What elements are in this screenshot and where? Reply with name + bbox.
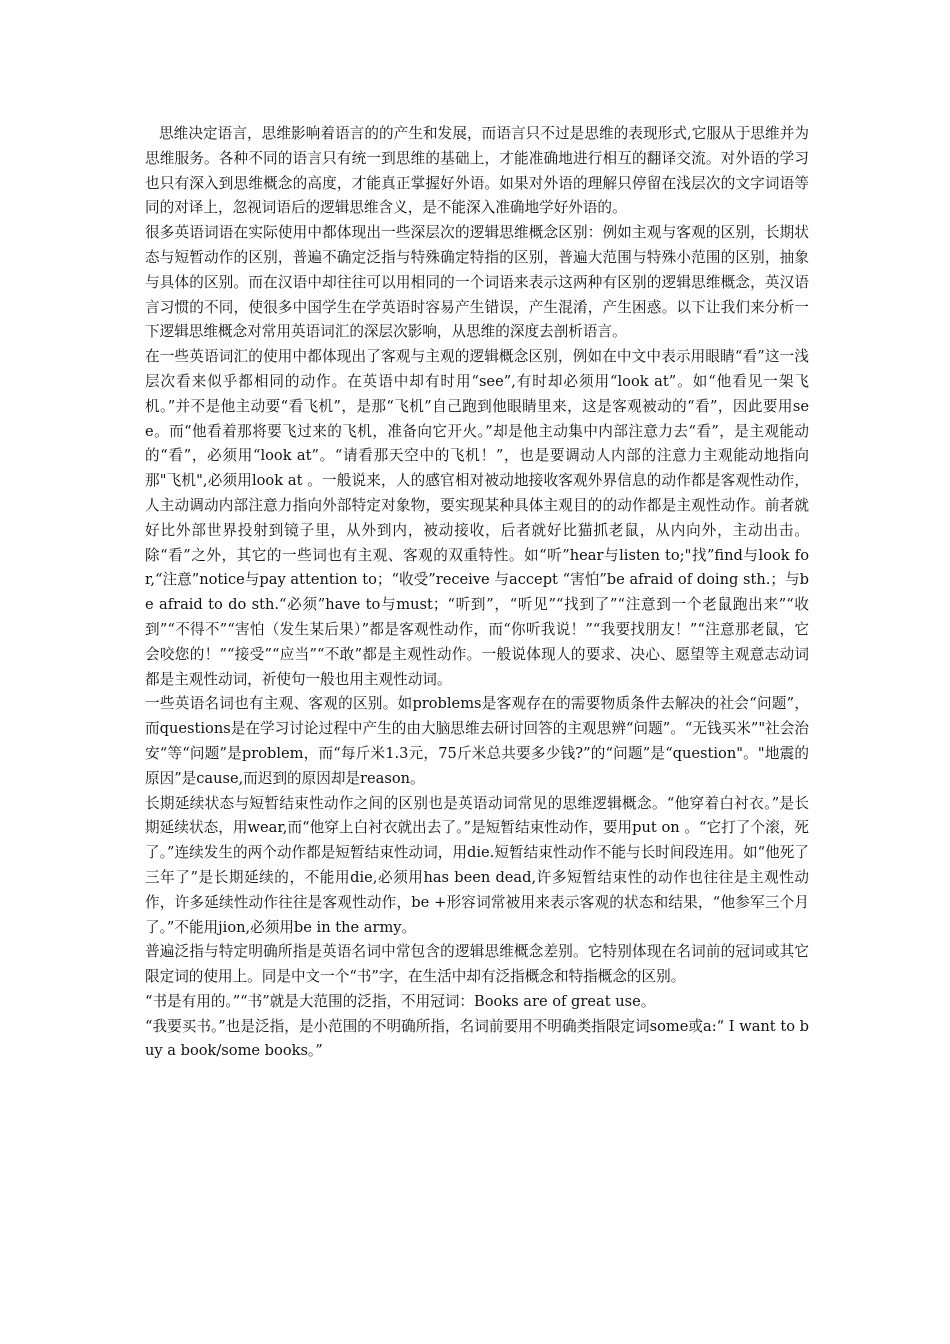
paragraph-durative-punctual: 长期延续状态与短暂结束性动作之间的区别也是英语动词常见的思维逻辑概念。“他穿着白衬衣。”是长期延续状态，用wear,而“他穿上白衬衣就出去了。”是短暂结束性动作，要用put on 。“它打了个滚，死了。”连续发生的两个动作都是短暂结束性动词，用die.短暂结束性动作不能与长时间段连用。如“他死了三年了”是长期延续的，不能用die,必须用has been dead,许多短暂结束性的动作也往往是主观性动作，许多延续性动作往往是客观性动作，be +形容词常被用来表示客观的状态和结果，“他参军三个月了。”不能用jion,必须用be in the army。 (145, 794, 809, 936)
paragraph-subjective-objective-verbs: 在一些英语词汇的使用中都体现出了客观与主观的逻辑概念区别，例如在中文中表示用眼睛“看”这一浅层次看来似乎都相同的动作。在英语中却有时用“see”,有时却必须用“look at”。如“他看见一架飞机。”并不是他主动要“看飞机”，是那“飞机”自己跑到他眼睛里来，这是客观被动的“看”，因此要用see。而“他看着那将要飞过来的飞机，准备向它开火。”却是他主动集中内部注意力去“看”，是主观能动的“看”，必须用“look at”。“请看那天空中的飞机！”，也是要调动人内部的注意力主观能动地指向那"飞机",必须用look at 。一般说来，人的感官相对被动地接收客观外界信息的动作都是客观性动作，人主动调动内部注意力指向外部特定对象物，要实现某种具体主观目的的动作都是主观性动作。前者就好比外部世界投射到镜子里，从外到内，被动接收，后者就好比猫抓老鼠，从内向外，主动出击。除“看”之外，其它的一些词也有主观、客观的双重特性。如“听”hear与listen to;"找”find与look for,“注意”notice与pay attention to；“收受”receive 与accept “害怕”be afraid of doing sth.；与be afraid to do sth.“必须”have to与must；“听到”，“听见”“找到了”“注意到一个老鼠跑出来”“收到”“不得不”“害怕（发生某后果）”都是客观性动作，而“你听我说！”“我要找朋友！”“注意那老鼠，它会咬您的！”“接受”“应当”“不敢”都是主观性动作。一般说体现人的要求、决心、愿望等主观意志动词都是主观性动词，祈使句一般也用主观性动词。 (145, 348, 809, 688)
paragraph-logic-concepts: 很多英语词语在实际使用中都体现出一些深层次的逻辑思维概念区别：例如主观与客观的区别，长期状态与短暂动作的区别，普遍不确定泛指与特殊确定特指的区别，普遍大范围与特殊小范围的区别，抽象与具体的区别。而在汉语中却往往可以用相同的一个词语来表示这两种有区别的逻辑思维概念，英汉语言习惯的不同，使很多中国学生在学英语时容易产生错误，产生混淆，产生困惑。以下让我们来分析一下逻辑思维概念对常用英语词汇的深层次影响，从思维的深度去剖析语言。 (145, 224, 809, 341)
paragraph-example-books-useful: “书是有用的。”“书”就是大范围的泛指，不用冠词：Books are of great use。 (145, 992, 656, 1010)
paragraph-intro: 思维决定语言，思维影响着语言的的产生和发展，而语言只不过是思维的表现形式,它服从于思维并为思维服务。各种不同的语言只有统一到思维的基础上，才能准确地进行相互的翻译交流。对外语的学习也只有深入到思维概念的高度，才能真正掌握好外语。如果对外语的理解只停留在浅层次的文字词语等同的对译上，忽视词语后的逻辑思维含义，是不能深入准确地学好外语的。 (145, 125, 809, 217)
paragraph-subjective-objective-nouns: 一些英语名词也有主观、客观的区别。如problems是客观存在的需要物质条件去解决的社会“问题”，而questions是在学习讨论过程中产生的由大脑思维去研讨回答的主观思辨“问题”。“无钱买米”"社会治安“等“问题”是problem，而“每斤米1.3元，75斤米总共要多少钱?”的“问题”是“question"。"地震的原因”是cause,而迟到的原因却是reason。 (145, 695, 809, 787)
paragraph-example-buy-books: “我要买书。”也是泛指，是小范围的不明确所指，名词前要用不明确类指限定词some或a:“ I want to buy a book/some books。” (145, 1017, 809, 1060)
document-page (145, 122, 809, 1064)
paragraph-generic-specific: 普遍泛指与特定明确所指是英语名词中常包含的逻辑思维概念差别。它特别体现在名词前的冠词或其它限定词的使用上。同是中文一个“书”字，在生活中却有泛指概念和特指概念的区别。 (145, 943, 809, 986)
